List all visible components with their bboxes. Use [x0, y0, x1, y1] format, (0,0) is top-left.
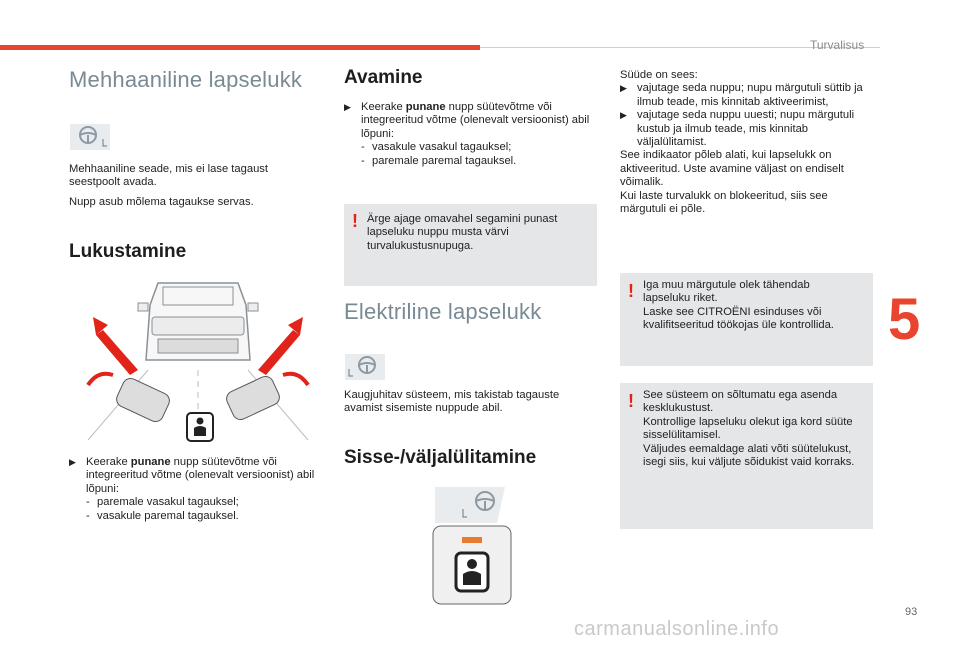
system-note: ! See süsteem on sõltumatu ega asenda kesklukustust. Kontrollige lapseluku olekut iga kord süüte sisselülitamisel. Väljudes eemaldage alati võti süütelukust, isegi siis, kui väljute sõidukist vaid korraks. [620, 383, 873, 529]
warning-note: ! Ärge ajage omavahel segamini punast lapseluku nuppu musta värvi turvalukustusnupuga. [344, 204, 597, 286]
chapter-number: 5 [888, 287, 921, 352]
car-rear-illustration [138, 283, 258, 360]
unlocking-instructions: ▶ Keerake punane nupp süütevõtme või integreeritud võtme (olenevalt versioonist) abil lõpuni: - vasakule vasakul tagauksel; - paremale paremal tagauksel. [344, 101, 594, 168]
steering-wheel-icon [70, 124, 110, 155]
switching-heading: Sisse-/väljalülitamine [344, 447, 537, 468]
list-item: - paremale paremal tagauksel. [361, 154, 517, 167]
list-item: ▶ vajutage seda nuppu; nupu märgutuli süttib ja ilmub teade, mis kinnitab aktiveerimist, [620, 82, 863, 108]
section-label: Turvalisus [810, 38, 865, 52]
bullet-arrow-icon: ▶ [69, 457, 76, 467]
list-item: ▶ vajutage seda nuppu uuesti; nupu märgutuli kustub ja ilmub teade, mis kinnitab väljalülitamist. [620, 109, 855, 149]
bullet-arrow-icon: ▶ [344, 102, 351, 112]
list-item: - paremale vasakul tagauksel; [86, 496, 239, 509]
steering-wheel-icon [345, 354, 385, 385]
page-number: 93 [905, 606, 918, 618]
child-lock-button-illustration [432, 525, 512, 610]
list-item: - vasakule vasakul tagauksel; [361, 141, 512, 154]
ignition-instructions: Süüde on sees: ▶ vajutage seda nuppu; nupu märgutuli süttib ja ilmub teade, mis kinnitab aktiveerimist, ▶ vajutage seda nuppu uuesti; nupu märgutuli kustub ja ilmub teade, mis kinnitab väljalülitamist. See indikaator põleb alati, kui lapselukk on aktiveeritud. Uste avamine väljast on endiselt võimalik. Kui laste turvalukk on blokeeritud, siis see märgutuli ei põle. [620, 69, 875, 216]
warning-icon: ! [352, 211, 358, 231]
electric-lock-description: Kaugjuhitav süsteem, mis takistab tagauste avamist sisemiste nuppude abil. [344, 389, 560, 415]
mechanical-lock-title: Mehhaaniline lapselukk [69, 67, 303, 92]
bullet-arrow-icon: ▶ [620, 110, 627, 121]
locking-heading: Lukustamine [69, 241, 187, 262]
child-lock-icon [186, 412, 214, 447]
locking-instructions: ▶ Keerake punane nupp süütevõtme või integreeritud võtme (olenevalt versioonist) abil lõpuni: - paremale vasakul tagauksel; - vasakule paremal tagauksel. [69, 456, 319, 523]
header-accent-bar [0, 45, 480, 50]
bullet-arrow-icon: ▶ [620, 83, 627, 94]
watermark: carmanualsonline.info [574, 618, 780, 640]
list-item: - vasakule paremal tagauksel. [86, 509, 239, 522]
malfunction-note: ! Iga muu märgutule olek tähendab lapseluku riket. Laske see CITROËNI esinduses või kvalifitseeritud töökojas üle kontrollida. [620, 273, 873, 366]
warning-icon: ! [628, 391, 634, 411]
mechanical-lock-description: Mehhaaniline seade, mis ei lase tagaust seestpoolt avada. [69, 163, 269, 189]
button-location-text: Nupp asub mõlema tagaukse servas. [69, 196, 254, 208]
electric-lock-title: Elektriline lapselukk [344, 299, 542, 324]
steering-wheel-icon [435, 487, 511, 528]
unlocking-heading: Avamine [344, 67, 423, 88]
warning-icon: ! [628, 281, 634, 301]
